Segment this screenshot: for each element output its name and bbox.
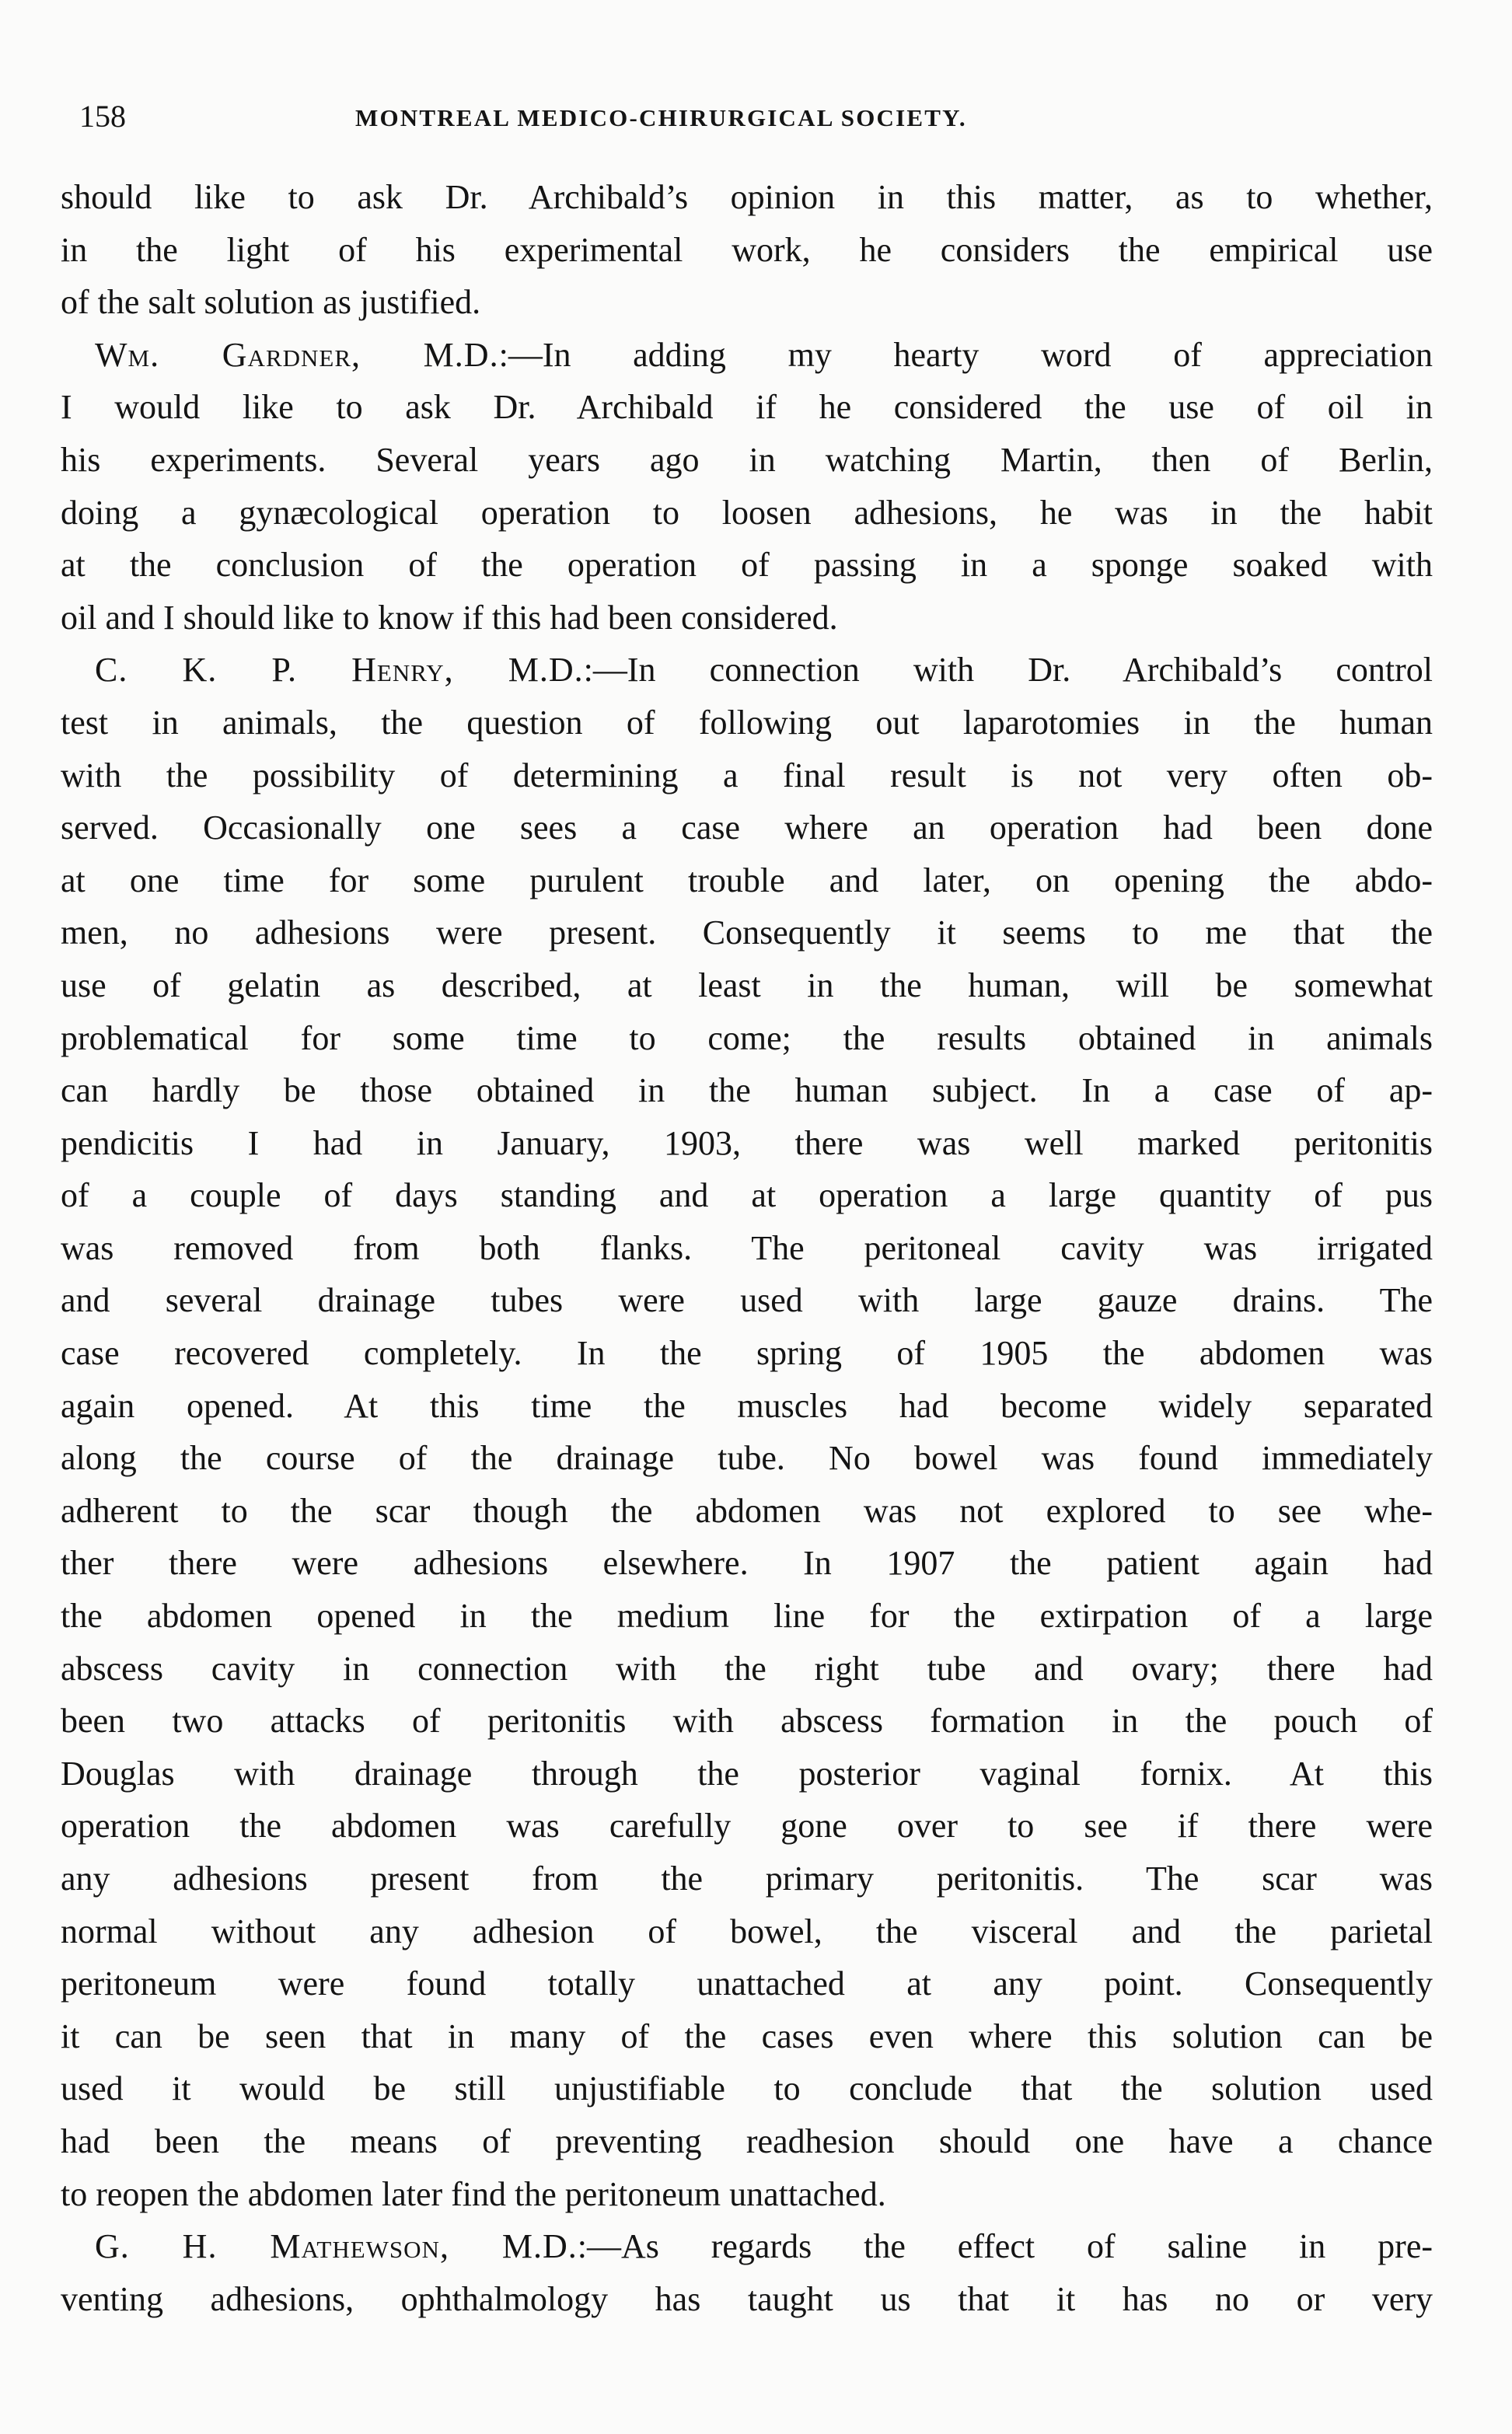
speaker-name: G. H. Mathewson, M.D. [95, 2227, 578, 2266]
text-line [61, 1380, 1433, 1433]
line-text: it can be seen that in many of the cases even where this solution can be [61, 2017, 1433, 2055]
text-line [61, 854, 1433, 907]
line-text: can hardly be those obtained in the human subject. In a case of ap- [61, 1071, 1433, 1110]
text-line [61, 1800, 1433, 1853]
text-line [61, 1853, 1433, 1905]
text-line [61, 487, 1433, 540]
text-line [61, 906, 1433, 959]
text-line [61, 1537, 1433, 1590]
page-number: 158 [79, 99, 126, 134]
text-line [61, 224, 1433, 277]
line-text: his experiments. Several years ago in watching Martin, then of Berlin, [61, 440, 1433, 479]
text-line [61, 2168, 1433, 2221]
text-line [61, 2273, 1433, 2326]
line-text: men, no adhesions were present. Consequently it seems to me that the [61, 913, 1433, 952]
speaker-name: Wm. Gardner, M.D. [95, 335, 499, 374]
line-text: pendicitis I had in January, 1903, there was well marked peritonitis [61, 1123, 1433, 1162]
text-line [61, 2062, 1433, 2115]
text-line [61, 1590, 1433, 1643]
text-line [61, 1274, 1433, 1327]
line-text: of a couple of days standing and at operation a large quantity of pus [61, 1176, 1433, 1215]
line-text: venting adhesions, ophthalmology has taught us that it has no or very [61, 2279, 1433, 2318]
text-line [61, 1169, 1433, 1222]
line-text: :—In connection with Dr. Archibald’s control [583, 651, 1433, 690]
text-line [61, 329, 1433, 382]
line-text: doing a gynæcological operation to loosen adhesions, he was in the habit [61, 493, 1433, 532]
line-text: test in animals, the question of following out laparotomies in the human [61, 703, 1433, 742]
speaker-name: C. K. P. Henry, M.D. [95, 651, 584, 690]
line-text: ther there were adhesions elsewhere. In 1907 the patient again had [61, 1544, 1433, 1583]
text-line [61, 2115, 1433, 2168]
text-line [61, 381, 1433, 434]
text-line [61, 801, 1433, 854]
line-text: at the conclusion of the operation of passing in a sponge soaked with [61, 546, 1433, 585]
line-text: been two attacks of peritonitis with abscess formation in the pouch of [61, 1702, 1433, 1741]
line-text: the abdomen opened in the medium line for the extirpation of a large [61, 1597, 1433, 1636]
text-line [61, 1012, 1433, 1065]
line-text: :—As regards the effect of saline in pre- [577, 2227, 1433, 2266]
line-text: :—In adding my hearty word of appreciation [498, 335, 1433, 374]
line-text: at one time for some purulent trouble and later, on opening the abdo- [61, 861, 1433, 899]
line-text: along the course of the drainage tube. No bowel was found immediately [61, 1439, 1433, 1478]
text-line [61, 434, 1433, 487]
text-line [61, 276, 1433, 329]
text-line [61, 1327, 1433, 1380]
line-text: Douglas with drainage through the posterior vaginal fornix. At this [61, 1754, 1433, 1793]
text-line [61, 2010, 1433, 2063]
line-text: in the light of his experimental work, he considers the empirical use [61, 230, 1433, 269]
text-line [61, 1064, 1433, 1117]
text-line [61, 1957, 1433, 2010]
line-text: peritoneum were found totally unattached at any point. Consequently [61, 1964, 1433, 2003]
line-text: should like to ask Dr. Archibald’s opinion in this matter, as to whether, [61, 178, 1433, 216]
line-text: and several drainage tubes were used with large gauze drains. The [61, 1281, 1433, 1320]
line-text: with the possibility of determining a final result is not very often ob- [61, 756, 1433, 794]
text-line [61, 1695, 1433, 1748]
text-line [61, 644, 1433, 697]
line-text: again opened. At this time the muscles had become widely separated [61, 1386, 1433, 1425]
text-line [61, 1117, 1433, 1170]
line-text: to reopen the abdomen later find the peritoneum unattached. [61, 2174, 886, 2213]
text-line [61, 1905, 1433, 1958]
line-text: operation the abdomen was carefully gone over to see if there were [61, 1807, 1433, 1846]
line-text: I would like to ask Dr. Archibald if he considered the use of oil in [61, 388, 1433, 427]
line-text: of the salt solution as justified. [61, 283, 481, 322]
text-line [61, 171, 1433, 224]
line-text: served. Occasionally one sees a case where an operation had been done [61, 808, 1433, 847]
text-line [61, 539, 1433, 592]
text-line [61, 1222, 1433, 1275]
running-head [79, 93, 1432, 140]
line-text: oil and I should like to know if this had been considered. [61, 598, 838, 637]
line-text: normal without any adhesion of bowel, the visceral and the parietal [61, 1912, 1433, 1950]
line-text: used it would be still unjustifiable to conclude that the solution used [61, 2069, 1433, 2108]
line-text: problematical for some time to come; the results obtained in animals [61, 1018, 1433, 1057]
journal-title: MONTREAL MEDICO-CHIRURGICAL SOCIETY. [355, 104, 967, 131]
line-text: adherent to the scar though the abdomen was not explored to see whe- [61, 1491, 1433, 1530]
text-line [61, 592, 1433, 644]
line-text: had been the means of preventing readhesion should one have a chance [61, 2121, 1433, 2160]
text-line [61, 959, 1433, 1012]
text-line [61, 697, 1433, 749]
line-text: case recovered completely. In the spring of 1905 the abdomen was [61, 1334, 1433, 1373]
line-text: use of gelatin as described, at least in the human, will be somewhat [61, 966, 1433, 1004]
text-line [61, 2220, 1433, 2273]
text-line [61, 1432, 1433, 1485]
text-line [61, 1643, 1433, 1695]
body-text [61, 171, 1433, 2325]
text-line [61, 749, 1433, 802]
line-text: abscess cavity in connection with the right tube and ovary; there had [61, 1649, 1433, 1688]
text-line [61, 1748, 1433, 1800]
line-text: was removed from both flanks. The peritoneal cavity was irrigated [61, 1228, 1433, 1267]
text-line [61, 1485, 1433, 1538]
line-text: any adhesions present from the primary peritonitis. The scar was [61, 1860, 1433, 1898]
